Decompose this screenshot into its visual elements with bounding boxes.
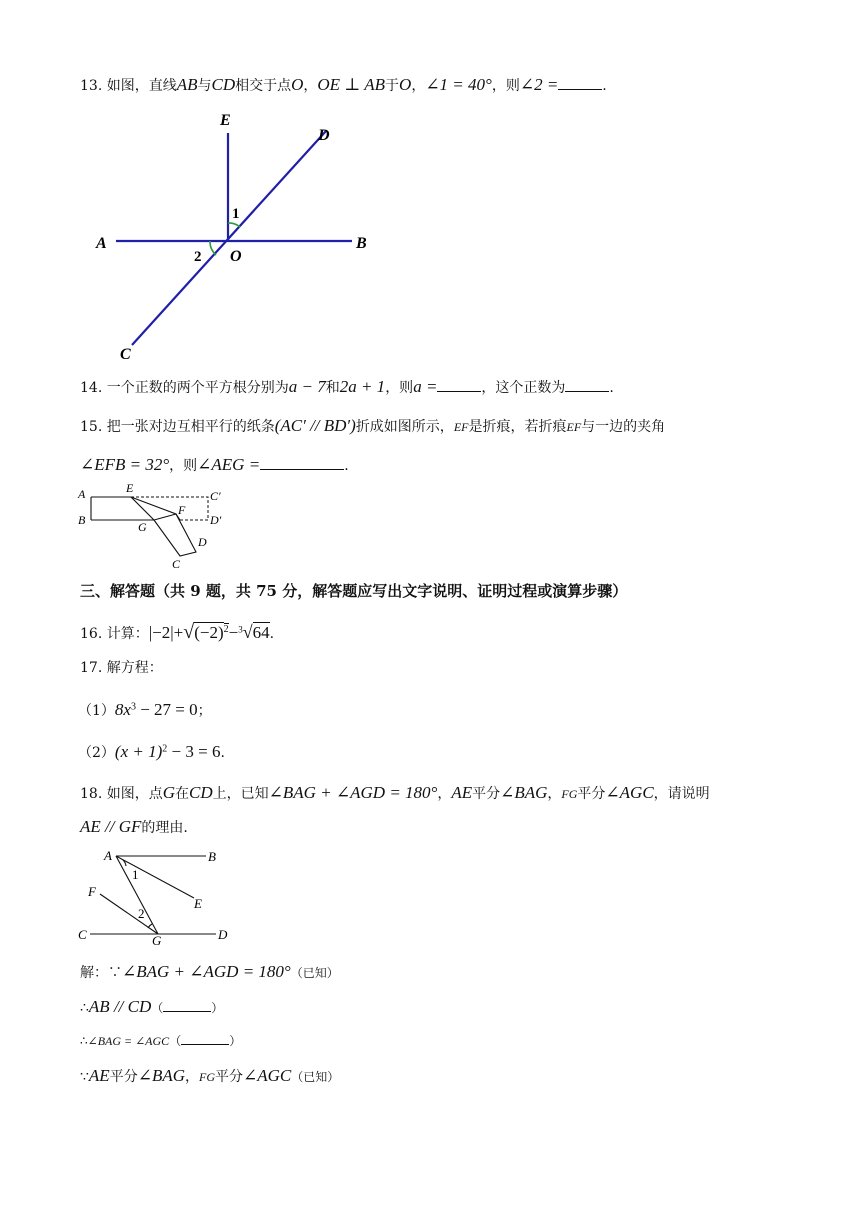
q18-text: 18. 如图，点G在CD上，已知∠BAG + ∠AGD = 180°，AE平分∠BAG，FG平分∠AGC，请说明 (80, 783, 710, 802)
answer-blank[interactable] (260, 457, 344, 470)
q15-text: 15. 把一张对边互相平行的纸条(AC′ // BD′)折成如图所示，EF是折痕，若折痕EF与一边的夹角 (80, 416, 666, 435)
answer-blank[interactable] (558, 77, 602, 90)
label-A: A (78, 487, 86, 501)
label-1: 1 (132, 867, 139, 882)
q17-part1: $(1)8x^3 - 27 = 0$； (78, 700, 212, 719)
label-B: B (78, 513, 86, 527)
label-C: C (172, 557, 181, 571)
label-E: E (194, 896, 202, 911)
label-F: F (178, 503, 186, 517)
q17-text: 17. 解方程： (80, 660, 163, 676)
label-D1: D′ (210, 513, 222, 527)
q18-text-2: AE // GF的理由. (80, 817, 188, 836)
label-F: F (88, 884, 96, 899)
solution-line-2: ∴AB // CD（ ） (80, 997, 224, 1016)
label-2: 2 (194, 249, 202, 265)
solution-line-1: 解：∵∠BAG + ∠AGD = 180°（已知） (80, 962, 339, 981)
label-A: A (104, 848, 112, 863)
label-C1: C′ (210, 489, 221, 503)
solution-line-3: ∴∠BAG = ∠AGC（ ） (80, 1034, 242, 1048)
figure-q13 (90, 105, 390, 365)
answer-blank[interactable] (565, 379, 609, 392)
label-O: O (230, 248, 242, 265)
label-1: 1 (232, 206, 240, 222)
figure-q15 (76, 482, 236, 572)
label-C: C (78, 927, 87, 942)
label-G: G (138, 520, 147, 534)
label-D: D (218, 927, 228, 942)
label-G: G (152, 933, 162, 946)
label-C: C (120, 346, 131, 363)
q16-text: 16. 计算：$|-2|+√(-2)^2-^3√64$. (80, 621, 275, 643)
q15-text-2: ∠EFB = 32°，则∠AEG = . (80, 455, 349, 474)
label-B: B (356, 235, 367, 252)
section-3-heading: 三、解答题（共 9 题，共 75 分，解答题应写出文字说明、证明过程或演算步骤） (80, 582, 628, 600)
q13-text: 13. 如图，直线AB与CD相交于点O，OE ⊥ AB于O，∠1 = 40°，则∠2 = . (80, 75, 607, 94)
answer-blank[interactable] (437, 379, 481, 392)
label-2: 2 (138, 906, 145, 921)
answer-blank[interactable] (163, 999, 211, 1012)
label-E: E (126, 482, 134, 495)
solution-line-4: ∵AE平分∠BAG，FG平分∠AGC（已知） (80, 1066, 340, 1085)
label-A: A (96, 235, 107, 252)
q14-text: 14. 一个正数的两个平方根分别为a − 7和2a + 1，则a = ，这个正数为 . (80, 377, 614, 396)
label-D: D (318, 127, 330, 144)
q17-part2: $(2)(x + 1)^2 - 3 = 6$. (78, 742, 225, 761)
label-D: D (198, 535, 207, 549)
label-E: E (220, 112, 231, 129)
label-B: B (208, 849, 216, 864)
figure-q18 (76, 846, 246, 946)
answer-blank[interactable] (181, 1032, 229, 1045)
